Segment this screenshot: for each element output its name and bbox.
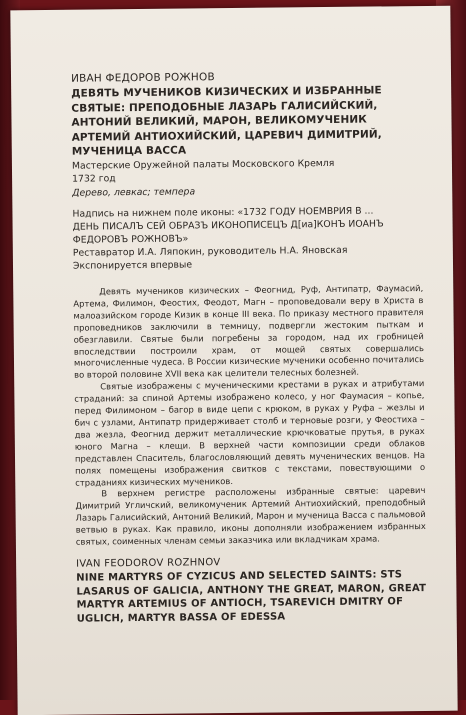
paragraph-martyrs: Девять мучеников кизических – Феогнид, Руф, Антипатр, Фаумасий, Артема, Филимон, Феостих, Феодот, Магн – проповедовали веру в Христа в малоазийском городе Кизик в конце III века. По приказу местного правителя проповедников заключили в темницу, подвергли жестоким пыткам и обезглавили. Святые были погребены за городом, над их гробницей впоследствии построили храм, от мощей святых совершались многочисленные чудеса. В России кизические мученики особенно почитались во второй половине XVII века как целители телесных болезней. bbox=[73, 283, 425, 381]
year: 1732 год bbox=[72, 173, 116, 185]
paragraph-selected-saints: В верхнем регистре расположены избранные святые: царевич Димитрий Угличский, великомученик Артемий Антиохийский, преподобный Лазарь Галисийский, Антоний Великий, Марон и мученица Васса с пальмовой ветвью в руках. Как правило, иконы дополняли изображением избранных святых, соименных членам семьи заказчика или вкладчикам храма. bbox=[75, 485, 426, 547]
author-en: IVAN FEODOROV ROZHNOV bbox=[76, 557, 221, 570]
title-ru: ДЕВЯТЬ МУЧЕНИКОВ КИЗИЧЕСКИХ И ИЗБРАННЫЕ СВЯТЫЕ: ПРЕПОДОБНЫЕ ЛАЗАРЬ ГАЛИСИЙСКИЙ, АНТОНИЙ ВЕЛИКИЙ, МАРОН, ВЕЛИКОМУЧЕНИК АРТЕМИЙ АНТИОХИЙСКИЙ, ЦАРЕВИЧ ДИМИТРИЙ, МУЧЕНИЦА ВАССА bbox=[71, 84, 382, 158]
exhibited-note: Экспонируется впервые bbox=[72, 259, 193, 272]
title-en: NINE MARTYRS OF CYZICUS AND SELECTED SAINTS: STS LASARUS OF GALICIA, ANTHONY THE GREAT, MARON, GREAT MARTYR ARTEMIUS OF ANTIOCH, TSAREVICH DMITRY OF UGLICH, MARTYR BASSA OF EDESSA bbox=[76, 569, 427, 625]
workshop: Мастерские Оружейной палаты Московского Кремля bbox=[71, 157, 335, 172]
museum-label-plaque bbox=[10, 6, 457, 715]
label-content bbox=[71, 68, 427, 626]
inscription-intro: Надпись на нижнем поле иконы: «1732 ГОДУ НОЕМВРИЯ В ... bbox=[72, 205, 374, 220]
restorer: Реставратор И.А. Ляпокин, руководитель Н.А. Яновская bbox=[72, 244, 348, 259]
inscription-text: ДЕНЬ ПИСАЛЪ СЕЙ ОБРАЗЪ ИКОНОПИСЕЦЪ Д[иа]КОНЪ ИОАНЪ ФЕДОРОВЪ РОЖНОВЪ» bbox=[72, 218, 384, 246]
author-ru: ИВАН ФЕДОРОВ РОЖНОВ bbox=[70, 71, 215, 85]
material: Дерево, левкас; темпера bbox=[72, 185, 196, 199]
paragraph-attributes: Святые изображены с мученическими крестами в руках и атрибутами страданий: за спиной Артемы изображено колесо, у ног Фаумасия – копье, перед Филимоном – багор в виде цепи с крюком, в руках у Руфа – жезлы и бич с узлами, Антипатр придерживает столб и терновые розги, у Феостиха – два жезла, Феогнид держит металлические крючковатые прутья, в руках юного Магна – клещи. В верхней части композиции среди облаков представлен Спаситель, благословляющий девять мученических венцов. На полях помещены изображения свитков с текстами, повествующими о страданиях кизических мучеников. bbox=[74, 378, 426, 488]
